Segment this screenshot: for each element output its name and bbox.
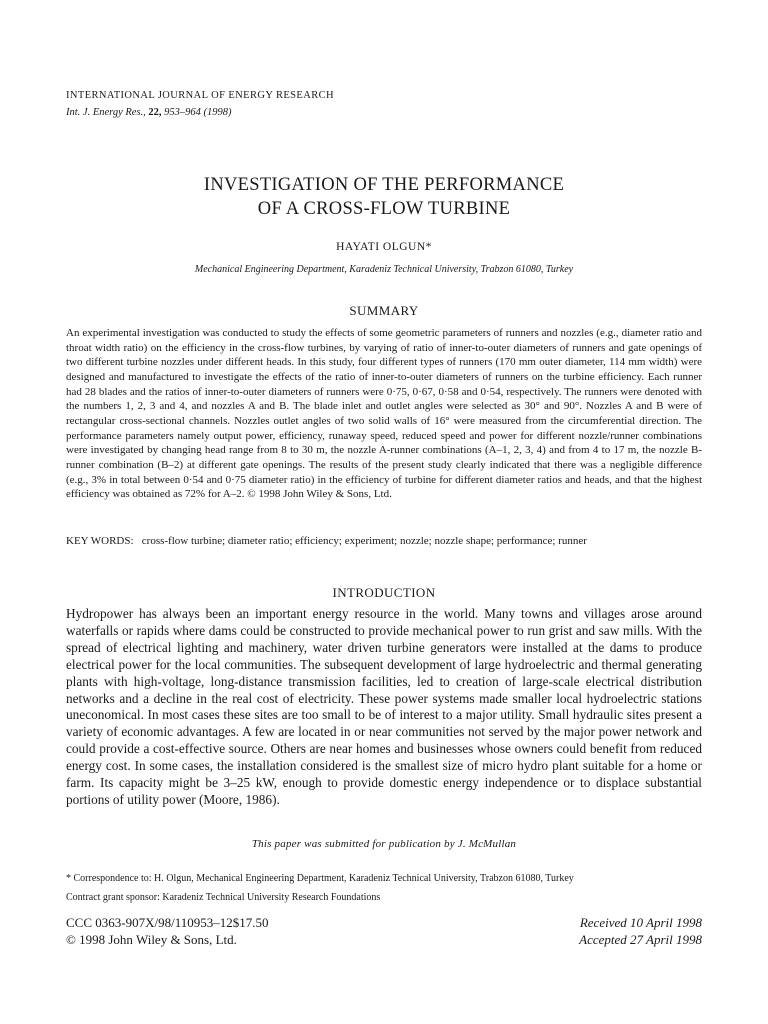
- affiliation: Mechanical Engineering Department, Karadeniz Technical University, Trabzon 61080, Turkey: [194, 264, 574, 275]
- paper-title: [60, 173, 708, 221]
- author: HAYATI OLGUN*: [336, 241, 432, 253]
- keywords-label: KEY WORDS:: [66, 535, 134, 547]
- paper-title-line-1: INVESTIGATION OF THE PERFORMANCE: [203, 175, 565, 195]
- correspondence-note: * Correspondence to: H. Olgun, Mechanical Engineering Department, Karadeniz Technical University, Trabzon 61080, Turkey: [66, 873, 574, 884]
- footer-left: [66, 914, 268, 948]
- footer-right: [579, 914, 702, 948]
- introduction-heading: INTRODUCTION: [332, 585, 436, 600]
- ccc-code: CCC 0363-907X/98/110953–12$17.50: [66, 915, 269, 930]
- paper-title-line-2: OF A CROSS-FLOW TURBINE: [257, 199, 511, 219]
- sponsor-note: Contract grant sponsor: Karadeniz Technical University Research Foundations: [66, 892, 381, 903]
- keywords-list: cross-flow turbine; diameter ratio; efficiency; experiment; nozzle; nozzle shape; performance; runner: [141, 535, 587, 547]
- received-date: Received 10 April 1998: [579, 915, 702, 930]
- copyright: © 1998 John Wiley & Sons, Ltd.: [66, 932, 237, 947]
- citation-prefix: Int. J. Energy Res.,: [66, 107, 146, 118]
- submission-note: This paper was submitted for publication by J. McMullan: [251, 838, 517, 850]
- abstract: An experimental investigation was conducted to study the effects of some geometric parameters of runners and nozzles (e.g., diameter ratio and throat width ratio) on the efficiency in the cross-flow turbines, by varying of ratio of inner-to-outer diameters of runners and gate openings of two different turbine nozzles under different heads. In this study, four different types of runners (170 mm outer diameter, 114 mm width) were designed and manufactured to investigate the effects of the ratio of inner-to-outer diameters of runners on the turbine efficiency. Each runner had 28 blades and the ratios of inner-to-outer diameters of runners were 0·75, 0·67, 0·58 and 0·54, respectively. The runners were denoted with the numbers 1, 2, 3 and 4, and nozzles A and B. The blade inlet and outlet angles were selected as 30° and 90°. Nozzles A and B were of rectangular cross-sectional channels. Nozzles outlet angles of two solid walls of 16° were measured from the circumferential direction. The performance parameters namely output power, efficiency, runaway speed, reduced speed and power for different nozzle/runner combinations were investigated by changing head range from 8 to 30 m, the nozzle A-runner combinations (A–1, 2, 3, 4) and from 4 to 17 m, the nozzle B-runner combination (B–2) at different gate openings. The results of the present study clearly indicated that there was a negligible difference (e.g., 3% in total between 0·54 and 0·75 diameter ratio) in the efficiency of turbine for different diameter ratios and heads, and that the highest efficiency was obtained as 72% for A–2. © 1998 John Wiley & Sons, Ltd.: [66, 327, 702, 501]
- journal-name: INTERNATIONAL JOURNAL OF ENERGY RESEARCH: [66, 90, 334, 101]
- keywords: [66, 534, 702, 549]
- citation-volume: 22,: [148, 107, 162, 118]
- accepted-date: Accepted 27 April 1998: [579, 932, 702, 947]
- introduction-text: Hydropower has always been an important energy resource in the world. Many towns and villages arose around waterfalls or rapids where dams could be constructed to provide mechanical power to run grist and saw mills. With the spread of electrical lighting and machinery, water driven turbine generators were installed at the dams to produce electrical power for the local communities. The subsequent development of large hydroelectric and thermal generating plants with high-voltage, long-distance transmission facilities, led to creation of large-scale electrical distribution networks and a decline in the real cost of electricity. These power systems made smaller local hydroelectric stations uneconomical. In most cases these sites are too small to be of interest to a major utility. Small hydraulic sites present a variety of economic advantages. A few are located in or near communities not served by the major power network and could provide a cost-effective source. Others are near homes and businesses whose owners could benefit from reduced energy cost. In some cases, the installation considered is the smallest size of micro hydro plant suitable for a home or farm. Its capacity might be 3–25 kW, enough to provide domestic energy independence or to displace substantial portions of utility power (Moore, 1986).: [66, 606, 702, 807]
- citation-pages: 953–964 (1998): [161, 107, 232, 118]
- summary-heading: SUMMARY: [349, 303, 419, 318]
- journal-citation: [66, 107, 232, 118]
